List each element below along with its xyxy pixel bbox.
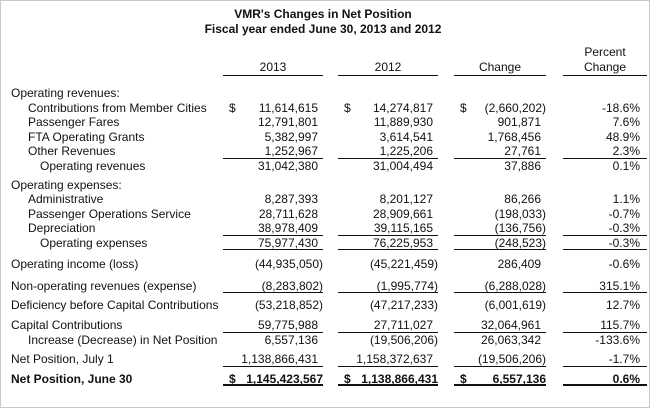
table-row	[1, 298, 647, 313]
header-spacer	[1, 45, 223, 60]
amount-change	[454, 333, 546, 348]
amount-2012	[338, 178, 438, 193]
amount-2012	[338, 115, 438, 130]
row-label: Passenger Fares	[28, 115, 120, 129]
percent-change-value	[563, 333, 647, 348]
amount-change	[454, 298, 546, 313]
percent-value: -18.6%	[601, 100, 640, 115]
table-row	[1, 86, 647, 101]
dollar-sign: $	[229, 100, 236, 115]
header-spacer	[1, 60, 223, 76]
dollar-sign: $	[344, 371, 351, 386]
amount-2013	[223, 279, 323, 294]
row-label: Operating expenses	[40, 235, 148, 250]
amount-value: 86,266	[504, 192, 541, 206]
percent-value: 0.6%	[612, 371, 640, 386]
amount-2012	[338, 144, 438, 159]
percent-change-value	[563, 101, 647, 116]
amount-value: 6,557,136	[264, 332, 318, 347]
amount-2013	[223, 318, 323, 333]
percent-change-value	[563, 178, 647, 193]
table-row	[1, 318, 647, 333]
percent-value: 1.1%	[612, 192, 640, 206]
amount-value: 76,225,953	[372, 235, 433, 250]
percent-value: -0.6%	[608, 257, 640, 271]
percent-value: 7.6%	[612, 115, 640, 129]
amount-2013	[223, 207, 323, 222]
column-header-2012: 2012	[338, 60, 438, 76]
row-label: FTA Operating Grants	[28, 129, 145, 144]
table-row	[1, 130, 647, 145]
row-label: Administrative	[28, 192, 104, 206]
amount-change	[454, 372, 546, 387]
amount-value: 14,274,817	[372, 100, 433, 115]
amount-value: 28,711,628	[258, 206, 318, 221]
amount-2013	[223, 144, 323, 159]
column-header-2013: 2013	[223, 60, 323, 76]
amount-value: 901,871	[497, 115, 541, 129]
amount-2012	[338, 298, 438, 313]
amount-2012	[338, 101, 438, 116]
table-row	[1, 178, 647, 193]
financial-table	[1, 86, 647, 386]
amount-value: 8,287,393	[264, 192, 318, 206]
table-row	[1, 207, 647, 222]
percent-change-value	[563, 86, 647, 101]
amount-change	[454, 115, 546, 130]
row-label: Depreciation	[28, 221, 96, 235]
row-label: Passenger Operations Service	[28, 206, 191, 221]
amount-change	[454, 86, 546, 101]
amount-value: 286,409	[497, 257, 541, 271]
row-label: Net Position, June 30	[11, 371, 133, 386]
table-row	[1, 372, 647, 387]
amount-value: 8,201,127	[379, 192, 433, 206]
amount-value: (6,001,619)	[484, 298, 546, 312]
amount-value: (47,217,233)	[369, 298, 438, 312]
row-label: Contributions from Member Cities	[28, 100, 207, 115]
amount-2013	[223, 298, 323, 313]
amount-2012	[338, 352, 438, 367]
amount-change	[454, 159, 546, 174]
amount-value: 1,225,206	[379, 144, 433, 158]
amount-value: 11,614,615	[258, 100, 318, 115]
amount-2013	[223, 115, 323, 130]
dollar-sign: $	[460, 371, 467, 386]
amount-change	[454, 192, 546, 207]
percent-header-row	[1, 45, 647, 60]
amount-value: 26,063,342	[480, 332, 541, 347]
amount-value: 27,761	[504, 144, 541, 158]
table-row	[1, 257, 647, 272]
amount-change	[454, 144, 546, 159]
amount-change	[454, 221, 546, 236]
percent-change-value	[563, 207, 647, 222]
percent-change-value	[563, 257, 647, 272]
amount-2013	[223, 86, 323, 101]
amount-value: (45,221,459)	[369, 257, 438, 271]
amount-value: 31,042,380	[257, 158, 318, 173]
amount-value: (198,033)	[494, 206, 546, 221]
percent-change-value	[563, 318, 647, 333]
amount-change	[454, 318, 546, 333]
amount-change	[454, 257, 546, 272]
year-header-row	[1, 60, 647, 76]
amount-2013	[223, 372, 323, 387]
amount-2013	[223, 101, 323, 116]
percent-change-value	[563, 279, 647, 294]
amount-change	[454, 236, 546, 251]
amount-value: (19,506,206)	[477, 352, 546, 366]
row-label: Operating revenues:	[11, 86, 120, 100]
amount-value: 5,382,997	[264, 129, 318, 144]
amount-2012	[338, 86, 438, 101]
amount-value: 59,775,988	[257, 318, 318, 332]
percent-value: -133.6%	[595, 332, 640, 347]
percent-change-value	[563, 192, 647, 207]
percent-value: -1.7%	[608, 352, 640, 366]
percent-change-value	[563, 236, 647, 251]
percent-change-value	[563, 221, 647, 236]
percent-value: 2.3%	[612, 144, 640, 158]
percent-value: 12.7%	[605, 298, 640, 312]
table-row	[1, 333, 647, 348]
amount-value: (8,283,802)	[261, 278, 323, 293]
table-row	[1, 279, 647, 294]
amount-value: (19,506,206)	[369, 332, 438, 347]
statement-subtitle: Fiscal year ended June 30, 2013 and 2012	[204, 21, 442, 36]
column-headers	[1, 45, 647, 76]
table-row	[1, 352, 647, 367]
column-header-percent-change: Change	[563, 60, 647, 76]
row-label: Operating expenses:	[11, 177, 122, 192]
amount-value: 27,711,027	[373, 318, 433, 332]
percent-value: -0.7%	[608, 206, 640, 221]
amount-value: 28,909,661	[372, 206, 433, 221]
amount-value: (6,288,028)	[484, 278, 546, 293]
percent-change-value	[563, 352, 647, 367]
amount-change	[454, 207, 546, 222]
percent-value: 315.1%	[599, 278, 640, 293]
amount-value: 38,978,409	[257, 221, 318, 235]
amount-value: (248,523)	[494, 235, 546, 250]
amount-2013	[223, 178, 323, 193]
amount-2013	[223, 130, 323, 145]
table-row	[1, 159, 647, 174]
amount-2013	[223, 352, 323, 367]
table-row	[1, 192, 647, 207]
amount-value: (44,935,050)	[254, 257, 323, 271]
amount-2013	[223, 159, 323, 174]
amount-2012	[338, 372, 438, 387]
amount-change	[454, 352, 546, 367]
row-label: Non-operating revenues (expense)	[11, 278, 197, 293]
amount-value: (1,995,774)	[376, 278, 438, 293]
statement-title-block	[1, 7, 645, 36]
amount-value: (53,218,852)	[254, 298, 323, 312]
amount-value: 1,145,423,567	[246, 371, 323, 386]
amount-value: 1,138,866,431	[241, 352, 318, 366]
column-header-change: Change	[454, 60, 546, 76]
amount-value: 3,614,541	[379, 129, 433, 144]
amount-value: 31,004,494	[372, 158, 433, 173]
table-row	[1, 115, 647, 130]
amount-2013	[223, 333, 323, 348]
percent-change-value	[563, 298, 647, 313]
percent-change-value	[563, 372, 647, 387]
amount-2012	[338, 207, 438, 222]
amount-value: 11,889,930	[373, 115, 433, 129]
percent-value: 115.7%	[600, 318, 640, 332]
amount-2012	[338, 318, 438, 333]
row-label: Operating revenues	[40, 158, 146, 173]
amount-change	[454, 279, 546, 294]
row-label: Operating income (loss)	[11, 257, 139, 271]
percent-value: 48.9%	[605, 129, 640, 144]
percent-change-value	[563, 144, 647, 159]
table-row	[1, 101, 647, 116]
percent-value: -0.3%	[608, 235, 640, 250]
amount-change	[454, 130, 546, 145]
statement-title: VMR's Changes in Net Position	[234, 7, 412, 21]
amount-value: 6,557,136	[492, 371, 546, 386]
row-label: Other Revenues	[28, 144, 116, 158]
amount-2012	[338, 192, 438, 207]
dollar-sign: $	[229, 371, 236, 386]
percent-change-value	[563, 115, 647, 130]
amount-value: 1,252,967	[264, 144, 318, 158]
amount-value: 1,158,372,637	[356, 352, 433, 366]
amount-2013	[223, 236, 323, 251]
table-row	[1, 236, 647, 251]
row-label: Capital Contributions	[11, 318, 123, 332]
row-label: Increase (Decrease) in Net Position	[28, 332, 218, 347]
percent-value: 0.1%	[612, 158, 640, 173]
amount-2012	[338, 221, 438, 236]
amount-2013	[223, 192, 323, 207]
amount-2013	[223, 221, 323, 236]
amount-change	[454, 101, 546, 116]
row-label: Deficiency before Capital Contributions	[11, 298, 219, 312]
amount-2012	[338, 159, 438, 174]
percent-change-value	[563, 130, 647, 145]
percent-header-prefix: Percent	[584, 45, 626, 59]
dollar-sign: $	[344, 100, 351, 115]
amount-value: 1,768,456	[487, 129, 541, 144]
amount-change	[454, 178, 546, 193]
percent-change-value	[563, 159, 647, 174]
percent-value: -0.3%	[608, 221, 640, 235]
amount-2013	[223, 257, 323, 272]
amount-value: (2,660,202)	[484, 100, 546, 115]
amount-2012	[338, 130, 438, 145]
amount-value: 37,886	[504, 158, 541, 173]
amount-value: 12,791,801	[257, 115, 318, 129]
amount-value: 32,064,961	[480, 318, 541, 332]
amount-value: 75,977,430	[257, 235, 318, 250]
amount-value: (136,756)	[494, 221, 546, 235]
amount-2012	[338, 333, 438, 348]
dollar-sign: $	[460, 100, 467, 115]
row-label: Net Position, July 1	[11, 352, 114, 366]
table-row	[1, 221, 647, 236]
amount-value: 1,138,866,431	[361, 371, 438, 386]
amount-2012	[338, 236, 438, 251]
amount-2012	[338, 279, 438, 294]
amount-2012	[338, 257, 438, 272]
table-row	[1, 144, 647, 159]
amount-value: 39,115,165	[373, 221, 433, 235]
